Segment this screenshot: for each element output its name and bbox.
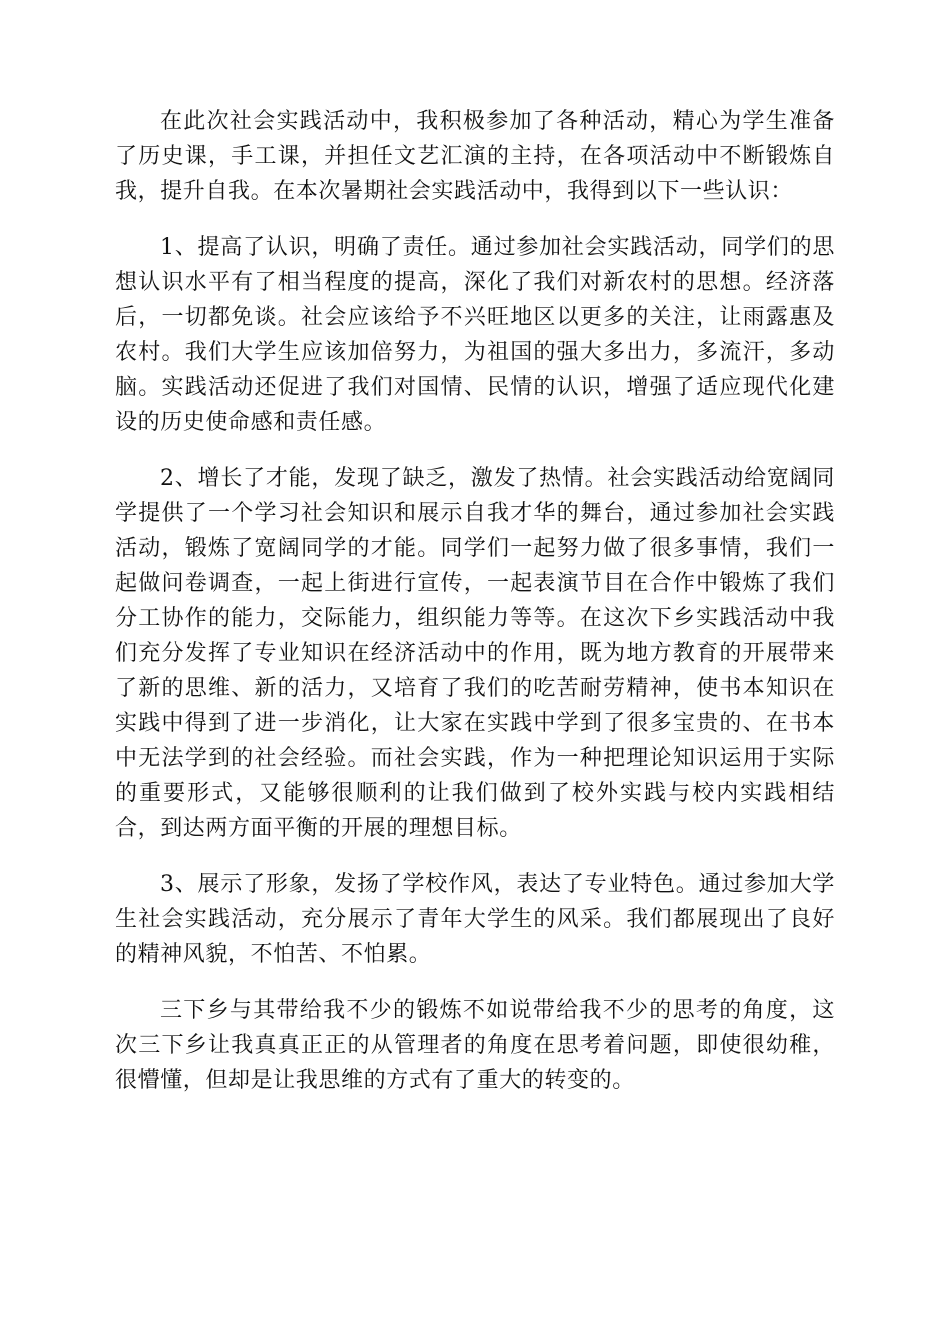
paragraph-conclusion: 三下乡与其带给我不少的锻炼不如说带给我不少的思考的角度，这次三下乡让我真真正正的从管理者的角度在思考着问题，即使很幼稚，很懵懂，但却是让我思维的方式有了重大的转变的。: [115, 998, 835, 1093]
document-body: [115, 104, 835, 1119]
paragraph-intro: 在此次社会实践活动中，我积极参加了各种活动，精心为学生准备了历史课，手工课，并担任文艺汇演的主持，在各项活动中不断锻炼自我，提升自我。在本次暑期社会实践活动中，我得到以下一些认识：: [115, 109, 835, 204]
paragraph-point-3: 3、展示了形象，发扬了学校作风，表达了专业特色。通过参加大学生社会实践活动，充分展示了青年大学生的风采。我们都展现出了良好的精神风貌，不怕苦、不怕累。: [115, 872, 835, 967]
paragraph-point-1: 1、提高了认识，明确了责任。通过参加社会实践活动，同学们的思想认识水平有了相当程度的提高，深化了我们对新农村的思想。经济落后，一切都免谈。社会应该给予不兴旺地区以更多的关注，让雨露惠及农村。我们大学生应该加倍努力，为祖国的强大多出力，多流汗，多动脑。实践活动还促进了我们对国情、民情的认识，增强了适应现代化建设的历史使命感和责任感。: [115, 235, 835, 435]
paragraph-point-2: 2、增长了才能，发现了缺乏，激发了热情。社会实践活动给宽阔同学提供了一个学习社会知识和展示自我才华的舞台，通过参加社会实践活动，锻炼了宽阔同学的才能。同学们一起努力做了很多事情，我们一起做问卷调查，一起上街进行宣传，一起表演节目在合作中锻炼了我们分工协作的能力，交际能力，组织能力等等。在这次下乡实践活动中我们充分发挥了专业知识在经济活动中的作用，既为地方教育的开展带来了新的思维、新的活力，又培育了我们的吃苦耐劳精神，使书本知识在实践中得到了进一步消化，让大家在实践中学到了很多宝贵的、在书本中无法学到的社会经验。而社会实践，作为一种把理论知识运用于实际的重要形式，又能够很顺利的让我们做到了校外实践与校内实践相结合，到达两方面平衡的开展的理想目标。: [115, 466, 835, 841]
